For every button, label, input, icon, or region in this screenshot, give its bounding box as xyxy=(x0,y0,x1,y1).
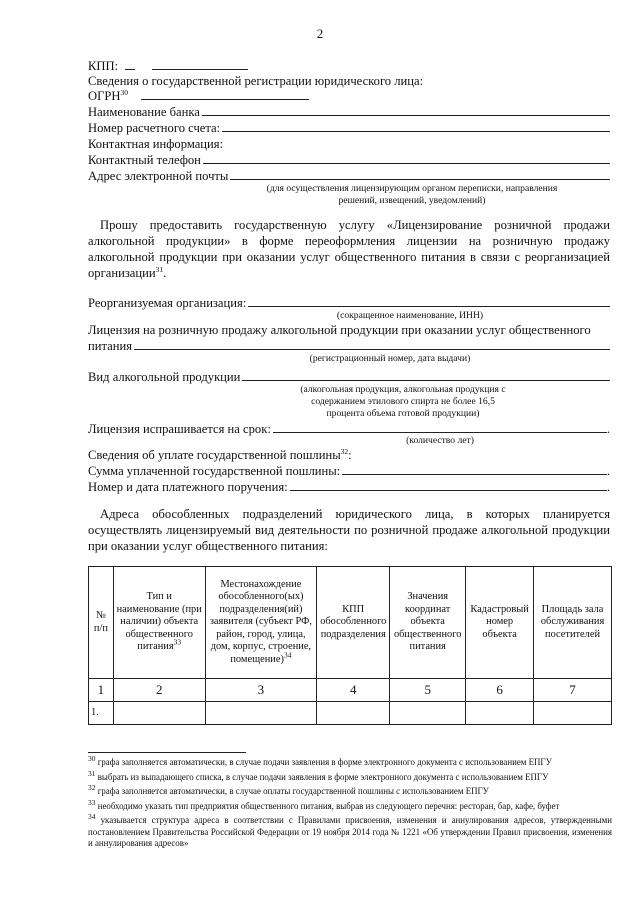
column-number: 4 xyxy=(317,679,390,702)
payment-amount-input[interactable] xyxy=(342,463,607,475)
product-type-hint: (алкогольная продукция, алкогольная продукция с содержанием этилового спирта не более 16,5 процента объема готовой продукции) xyxy=(300,384,506,419)
table-cell-input[interactable] xyxy=(534,702,612,725)
product-type-input[interactable] xyxy=(242,369,610,381)
phone-field xyxy=(88,152,610,168)
footnotes xyxy=(88,754,612,853)
table-header-row xyxy=(89,567,612,679)
footnote-divider xyxy=(88,752,246,753)
license-line-2: питания xyxy=(88,339,132,353)
product-type-label: Вид алкогольной продукции xyxy=(88,370,241,384)
footnote-item xyxy=(88,754,612,769)
column-number: 2 xyxy=(113,679,205,702)
table-cell-input[interactable] xyxy=(390,702,466,725)
ogrn-field xyxy=(88,88,610,104)
footnote-text: графа заполняется автоматически, в случае подачи заявления в форме электронного документа с использованием ЕПГУ xyxy=(97,757,552,767)
column-number: 1 xyxy=(89,679,114,702)
kpp-blank-a[interactable] xyxy=(125,58,135,70)
ogrn-input[interactable] xyxy=(141,88,309,100)
col-header-kpp: КПП обособленного подразделения xyxy=(317,567,390,679)
license-hint: (регистрационный номер, дата выдачи) xyxy=(309,353,471,364)
subdivisions-table xyxy=(88,566,612,725)
footnote-item xyxy=(88,783,612,798)
footnote-number: 32 xyxy=(88,783,96,793)
col-header-number: № п/п xyxy=(89,567,114,679)
addresses-paragraph xyxy=(88,506,610,554)
license-term-field xyxy=(88,421,610,437)
footnote-number: 30 xyxy=(88,754,96,764)
payment-amount-end: . xyxy=(606,464,610,478)
page-number: 2 xyxy=(316,26,324,41)
license-input[interactable] xyxy=(134,338,610,350)
footnote-number: 34 xyxy=(88,812,96,822)
registration-info: Сведения о государственной регистрации юридического лица: xyxy=(88,74,424,88)
column-number-row xyxy=(89,679,612,702)
column-number: 3 xyxy=(205,679,317,702)
license-term-label: Лицензия испрашивается на срок: xyxy=(88,422,271,436)
footnote-text: графа заполняется автоматически, в случае оплаты государственной пошлины с использованием ЕПГУ xyxy=(97,786,489,796)
license-term-input[interactable] xyxy=(273,421,607,433)
table-cell-input[interactable] xyxy=(113,702,205,725)
table-row xyxy=(89,702,612,725)
kpp-field xyxy=(88,58,610,74)
bank-name-field xyxy=(88,104,610,120)
request-paragraph xyxy=(88,217,610,281)
footnote-text: необходимо указать тип предприятия общественного питания, выбрав из следующего перечня: ресторан, бар, кафе, буфет xyxy=(97,800,560,811)
account-field xyxy=(88,120,610,136)
request-end: . xyxy=(163,266,167,280)
footnote-item xyxy=(88,812,612,850)
col-header-coordinates: Значения координат объекта общественного питания xyxy=(390,567,466,679)
payment-label: Сведения об уплате государственной пошлины xyxy=(88,448,341,462)
row-number: 1. xyxy=(89,702,114,725)
payment-heading xyxy=(88,447,610,463)
col-header-type-text: Тип и наименование (при наличии) объекта общественного питания xyxy=(116,591,202,653)
column-number: 5 xyxy=(390,679,466,702)
footnote-text: выбрать из выпадающего списка, в случае подачи заявления в форме электронного документа с использованием ЕПГУ xyxy=(97,771,549,782)
payment-amount-field xyxy=(88,463,610,479)
table-cell-input[interactable] xyxy=(317,702,390,725)
product-type-field xyxy=(88,369,610,385)
footnote-item xyxy=(88,797,612,813)
footnote-number: 31 xyxy=(88,768,96,778)
reorg-org-label: Реорганизуемая организация: xyxy=(88,296,247,310)
phone-input[interactable] xyxy=(203,152,610,164)
column-number: 7 xyxy=(534,679,612,702)
address-footnote-ref: 34 xyxy=(283,650,292,660)
license-field xyxy=(88,338,610,354)
license-line-1: Лицензия на розничную продажу алкогольной продукции при оказании услуг общественного xyxy=(88,323,591,337)
col-header-address xyxy=(205,567,317,679)
request-text: Прошу предоставить государственную услугу «Лицензирование розничной продажи алкогольной продукции» в форме переоформления лицензии на розничную продажу алкогольной продукции при оказании услуг общественного питания в связи с реорганизацией организации xyxy=(88,218,610,280)
account-input[interactable] xyxy=(222,120,610,132)
bank-name-label: Наименование банка xyxy=(88,105,200,119)
contact-info-heading: Контактная информация: xyxy=(88,137,224,151)
account-label: Номер расчетного счета: xyxy=(88,121,221,135)
type-footnote-ref: 33 xyxy=(173,637,182,647)
payment-amount-label: Сумма уплаченной государственной пошлины: xyxy=(88,464,341,478)
col-header-address-text: Местонахождение обособленного(ых) подразделения(ий) заявителя (субъект РФ, район, город, улица, дом, корпус, строение, помещение) xyxy=(209,578,312,665)
table-cell-input[interactable] xyxy=(466,702,534,725)
column-number: 6 xyxy=(466,679,534,702)
footnote-item xyxy=(88,768,612,784)
col-header-type xyxy=(113,567,205,679)
reorg-org-input[interactable] xyxy=(248,295,610,307)
bank-name-input[interactable] xyxy=(202,104,610,116)
addresses-text: Адреса обособленных подразделений юридического лица, в которых планируется осуществлять лицензируемый вид деятельности по розничной продаже алкогольной продукции при оказании услуг общественного питания: xyxy=(88,507,610,553)
payment-colon: : xyxy=(348,448,352,462)
payment-order-field xyxy=(88,479,610,495)
footnote-number: 33 xyxy=(88,797,96,807)
payment-order-label: Номер и дата платежного поручения: xyxy=(88,480,288,494)
payment-order-input[interactable] xyxy=(290,479,607,491)
email-field xyxy=(88,168,610,184)
ogrn-footnote-ref: 30 xyxy=(120,88,128,97)
col-header-area: Площадь зала обслуживания посетителей xyxy=(534,567,612,679)
request-footnote-ref: 31 xyxy=(155,264,164,274)
license-term-end: . xyxy=(606,422,610,436)
table-cell-input[interactable] xyxy=(205,702,317,725)
ogrn-label: ОГРН xyxy=(88,89,121,103)
reorg-org-field xyxy=(88,295,610,311)
payment-footnote-ref: 32 xyxy=(340,447,349,456)
license-term-hint: (количество лет) xyxy=(406,435,474,446)
col-header-cadastral: Кадастровый номер объекта xyxy=(466,567,534,679)
reorg-org-hint: (сокращенное наименование, ИНН) xyxy=(336,310,484,321)
email-input[interactable] xyxy=(230,168,610,180)
email-hint: (для осуществления лицензирующим органом переписки, направления решений, извещений, уведомлений) xyxy=(266,183,558,206)
email-label: Адрес электронной почты xyxy=(88,169,229,183)
payment-order-end: . xyxy=(606,480,610,494)
phone-label: Контактный телефон xyxy=(88,153,201,167)
footnote-text: указывается структура адреса в соответствии с Правилами присвоения, изменения и аннулирования адресов, утвержденными постановлением Правительства Российской Федерации от 19 ноября 2014 года № 1221 «Об утверждении Правил присвоения, изменения и аннулирования адресов» xyxy=(88,815,612,848)
kpp-label: КПП: xyxy=(88,59,119,73)
kpp-blank-b[interactable] xyxy=(152,58,248,70)
